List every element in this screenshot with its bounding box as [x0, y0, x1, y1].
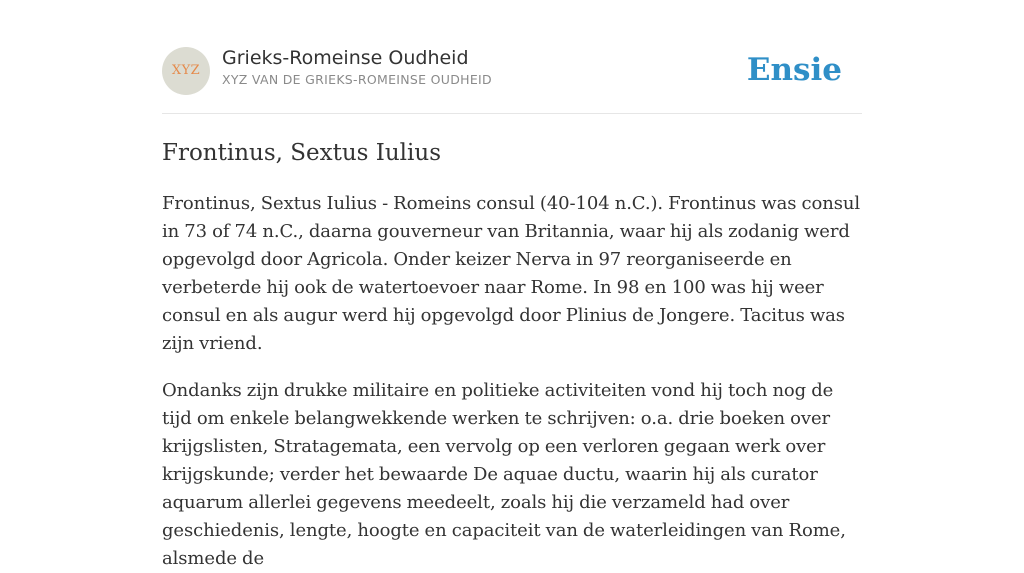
page-header: [162, 0, 862, 114]
owner-info: [222, 46, 492, 89]
article-paragraph: Frontinus, Sextus Iulius - Romeins consul (40-104 n.C.). Frontinus was consul in 73 of 74 n.C., daarna gouverneur van Britannia, waar hij als zodanig werd opgevolgd door Agricola. Onder keizer Nerva in 97 reorganiseerde en verbeterde hij ook de watertoevoer naar Rome. In 98 en 100 was hij weer consul en als augur werd hij opgevolgd door Plinius de Jongere. Tacitus was zijn vriend.: [162, 193, 860, 354]
owner-name-link[interactable]: Grieks-Romeinse Oudheid: [222, 47, 469, 69]
owner-avatar[interactable]: XYZ: [162, 47, 210, 95]
article-title: Frontinus, Sextus Iulius: [162, 140, 441, 166]
owner-subtitle: XYZ VAN DE GRIEKS-ROMEINSE OUDHEID: [222, 72, 492, 87]
article-paragraph: Ondanks zijn drukke militaire en politieke activiteiten vond hij toch nog de tijd om enkele belangwekkende werken te schrijven: o.a. drie boeken over krijgslisten, Stratagemata, een vervolg op een verloren gegaan werk over krijgskunde; verder het bewaarde De aquae ductu, waarin hij als curator aquarum allerlei gegevens meedeelt, zoals hij die verzameld had over geschiedenis, lengte, hoogte en capaciteit van de waterleidingen van Rome, alsmede de: [162, 380, 846, 569]
page-container: [162, 0, 862, 573]
brand-logo-link[interactable]: Ensie: [746, 52, 842, 88]
